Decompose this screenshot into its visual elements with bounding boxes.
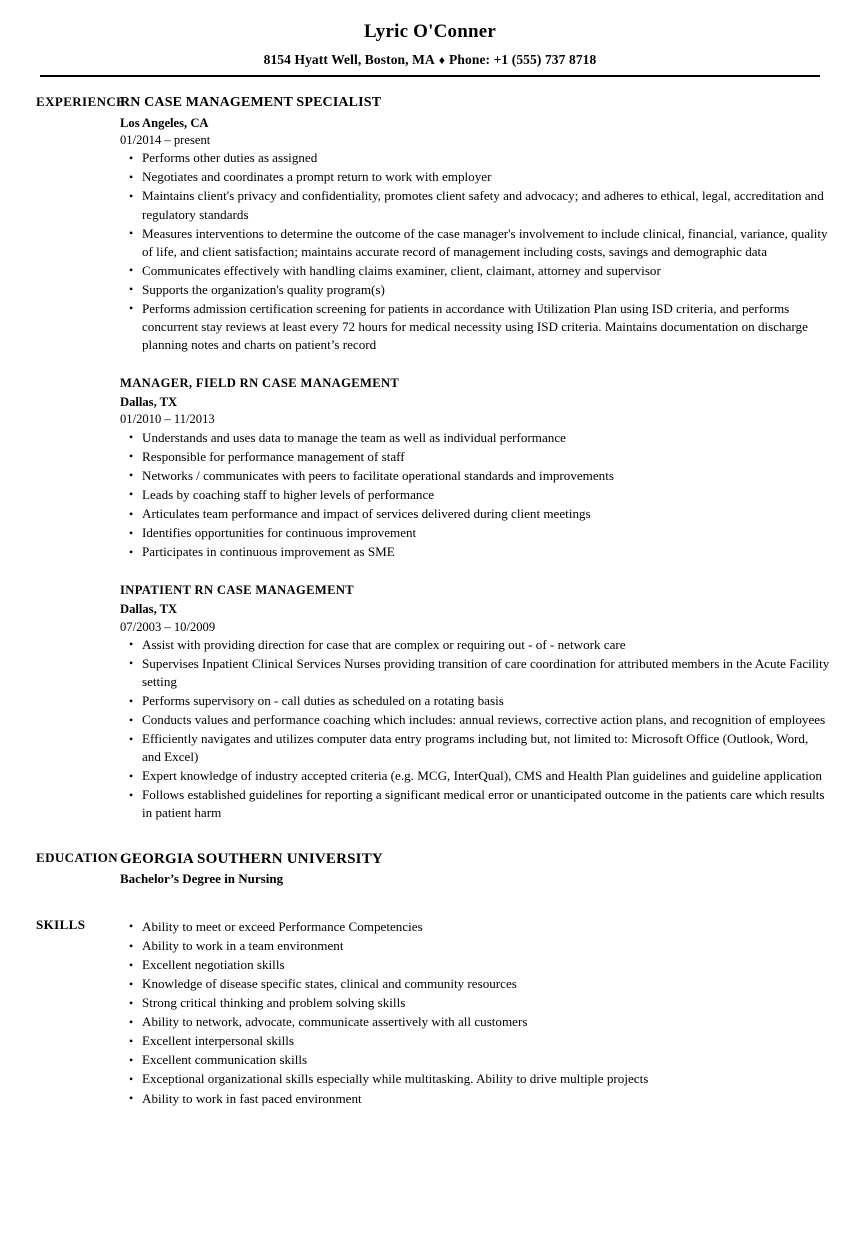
education-content [120,850,860,888]
section-label-experience: EXPERIENCE [36,93,126,109]
list-item: • Ability to network, advocate, communicate assertively with all customers [120,1013,830,1031]
list-item: • Articulates team performance and impact of services delivered during client meetings [120,505,830,523]
job-location: Los Angeles, CA [120,115,209,130]
list-item: • Efficiently navigates and utilizes computer data entry programs including but, not limited to: Microsoft Office (Outlook, Word, and Excel) [120,730,830,766]
list-item: • Excellent interpersonal skills [120,1032,830,1050]
address-text: 8154 Hyatt Well, Boston, MA [263,51,435,67]
list-item: • Understands and uses data to manage the team as well as individual performance [120,429,830,447]
list-item: • Follows established guidelines for reporting a significant medical error or unanticipated outcome in the patients care which results in patient harm [120,786,830,822]
resume-header [0,0,860,77]
experience-entry [120,582,830,822]
skills-content [120,917,860,1108]
candidate-name: Lyric O'Conner [363,21,497,42]
education-section [0,850,860,888]
job-dates: 01/2010 – 11/2013 [120,412,215,427]
list-item: • Networks / communicates with peers to facilitate operational standards and improvements [120,467,830,485]
list-item: • Performs other duties as assigned [120,149,830,167]
job-title: MANAGER, FIELD RN CASE MANAGEMENT [120,376,400,391]
list-item: • Ability to work in a team environment [120,937,830,955]
list-item: • Strong critical thinking and problem solving skills [120,994,830,1012]
list-item: • Ability to work in fast paced environment [120,1090,830,1108]
skills-section [0,917,860,1108]
list-item: • Identifies opportunities for continuous improvement [120,524,830,542]
list-item: • Negotiates and coordinates a prompt return to work with employer [120,168,830,186]
list-item: • Performs admission certification screening for patients in accordance with Utilization Plan using ISD criteria, and performs concurrent stay reviews at least every 72 hours for medical necessity using ISD criteria. Maintains documentation on discharge planning notes and charts on patient’s record [120,300,830,354]
job-responsibilities-list [120,429,830,561]
experience-entry [120,94,830,354]
header-divider [40,75,820,77]
list-item: • Knowledge of disease specific states, clinical and community resources [120,975,830,993]
phone-text: Phone: +1 (555) 737 8718 [449,51,597,67]
list-item: • Conducts values and performance coaching which includes: annual reviews, corrective action plans, and recognition of employees [120,711,830,729]
list-item: • Expert knowledge of industry accepted criteria (e.g. MCG, InterQual), CMS and Health Plan guidelines and guideline application [120,767,830,785]
list-item: • Communicates effectively with handling claims examiner, client, claimant, attorney and supervisor [120,262,830,280]
list-item: • Exceptional organizational skills especially while multitasking. Ability to drive multiple projects [120,1070,830,1088]
list-item: • Assist with providing direction for case that are complex or requiring out - of - network care [120,636,830,654]
list-item: • Leads by coaching staff to higher levels of performance [120,486,830,504]
list-item: • Responsible for performance management of staff [120,448,830,466]
list-item: • Supports the organization's quality program(s) [120,281,830,299]
section-label-skills: SKILLS [36,916,86,932]
list-item: • Ability to meet or exceed Performance Competencies [120,918,830,936]
list-item: • Excellent communication skills [120,1051,830,1069]
experience-content [120,94,860,823]
education-entry [120,850,830,888]
skills-list [120,918,830,1108]
list-item: • Measures interventions to determine the outcome of the case manager's involvement to include clinical, financial, variance, quality of life, and client satisfaction; maintains accurate record of management including costs, savings and demographic data [120,225,830,261]
education-school: GEORGIA SOUTHERN UNIVERSITY [120,850,383,867]
list-item: • Supervises Inpatient Clinical Services Nurses providing transition of care coordination for attributed members in the Acute Facility setting [120,655,830,691]
list-item: • Performs supervisory on - call duties as scheduled on a rotating basis [120,692,830,710]
job-dates: 01/2014 – present [120,133,211,147]
section-label-education: EDUCATION [36,849,119,865]
list-item: • Maintains client's privacy and confidentiality, promotes client safety and advocacy; and adheres to ethical, legal, accreditation and regulatory standards [120,187,830,223]
list-item: • Excellent negotiation skills [120,956,830,974]
education-degree: Bachelor’s Degree in Nursing [120,871,284,887]
job-location: Dallas, TX [120,395,178,410]
job-location: Dallas, TX [120,602,178,617]
contact-line [0,52,860,68]
list-item: • Participates in continuous improvement as SME [120,543,830,561]
job-title: RN CASE MANAGEMENT SPECIALIST [120,94,382,110]
job-title: INPATIENT RN CASE MANAGEMENT [120,583,355,598]
job-dates: 07/2003 – 10/2009 [120,619,216,634]
experience-section [0,94,860,823]
experience-entry [120,375,830,561]
diamond-separator-icon: ♦ [438,52,446,67]
job-responsibilities-list [120,636,830,823]
job-responsibilities-list [120,149,830,354]
